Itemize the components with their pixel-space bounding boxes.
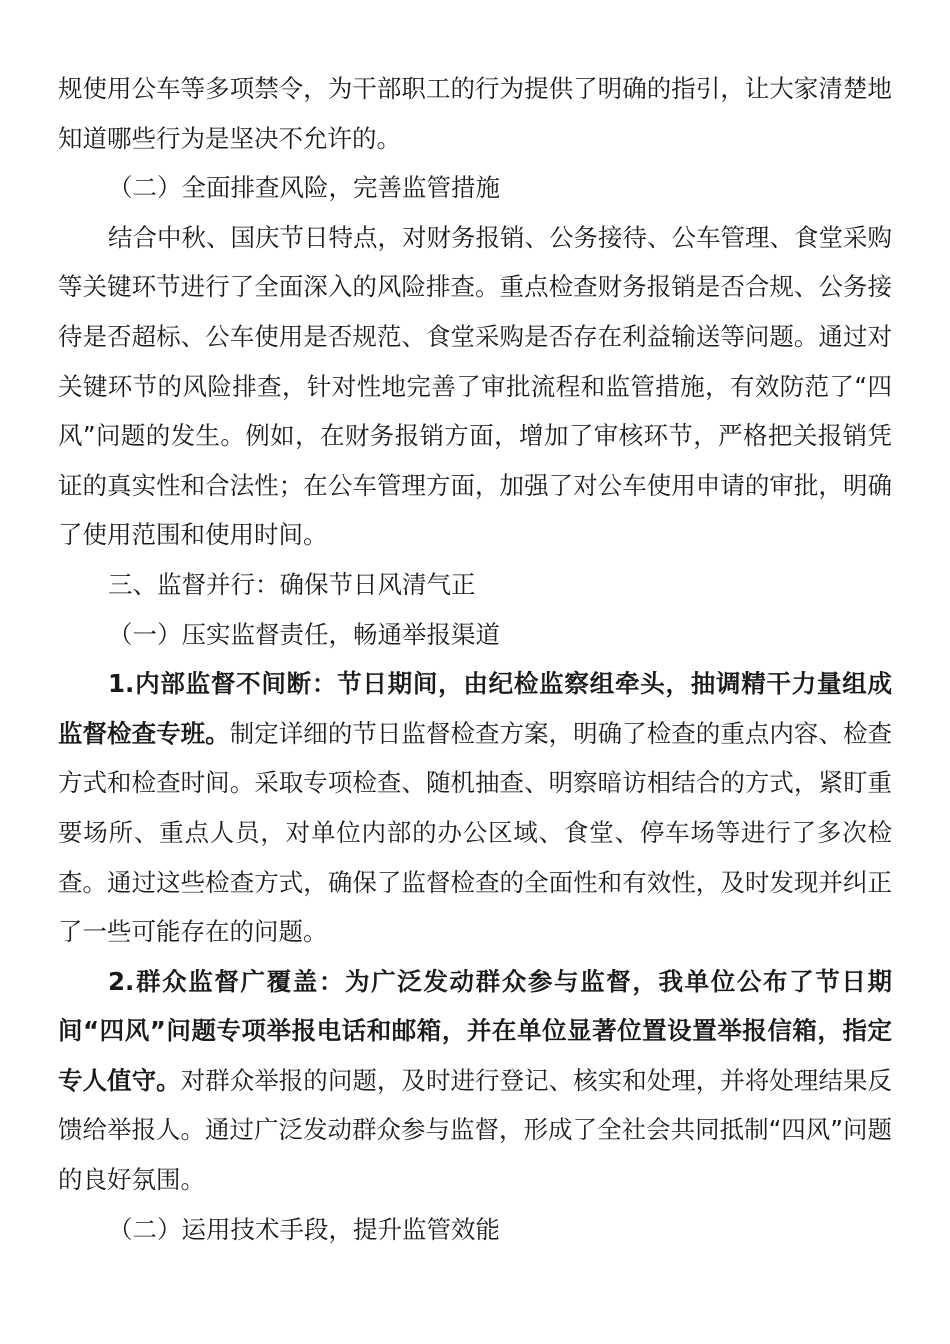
paragraph-public-supervision xyxy=(58,957,892,1205)
paragraph-risk-screening: 结合中秋、国庆节日特点，对财务报销、公务接待、公车管理、食堂采购等关键环节进行了全面深入的风险排查。重点检查财务报销是否合规、公务接待是否超标、公车使用是否规范、食堂采购是否存在利益输送等问题。通过对关键环节的风险排查，针对性地完善了审批流程和监管措施，有效防范了“四风”问题的发生。例如，在财务报销方面，增加了审核环节，严格把关报销凭证的真实性和合法性；在公车管理方面，加强了对公车使用申请的审批，明确了使用范围和使用时间。 xyxy=(58,222,892,550)
public-supervision-body: 对群众举报的问题，及时进行登记、核实和处理，并将处理结果反馈给举报人。通过广泛发动群众参与监督，形成了全社会共同抵制“四风”问题的良好氛围。 xyxy=(58,1065,893,1195)
subheading-supervision-responsibility: （一）压实监督责任，畅通举报渠道 xyxy=(108,619,500,649)
public-supervision-lead: 2.群众监督广覆盖：为广泛发动群众参与监督，我单位公布了节日期间“四风”问题专项举报电话和邮箱，并在单位显著位置设置举报信箱，指定专人值守。 xyxy=(58,966,892,1095)
paragraph-continued-prohibitions: 规使用公车等多项禁令，为干部职工的行为提供了明确的指引，让大家清楚地知道哪些行为是坚决不允许的。 xyxy=(58,74,892,153)
paragraph-internal-supervision xyxy=(58,659,892,957)
heading-section-three: 三、监督并行：确保节日风清气正 xyxy=(108,569,476,599)
subheading-risk-screening: （二）全面排查风险，完善监管措施 xyxy=(108,173,500,203)
internal-supervision-lead: 1.内部监督不间断：节日期间，由纪检监察组牵头，抽调精干力量组成监督检查专班。 xyxy=(58,669,892,748)
internal-supervision-body: 制定详细的节日监督检查方案，明确了检查的重点内容、检查方式和检查时间。采取专项检查、随机抽查、明察暗访相结合的方式，紧盯重要场所、重点人员，对单位内部的办公区域、食堂、停车场等进行了多次检查。通过这些检查方式，确保了监督检查的全面性和有效性，及时发现并纠正了一些可能存在的问题。 xyxy=(58,718,893,947)
subheading-technical-means: （二）运用技术手段，提升监管效能 xyxy=(108,1214,500,1244)
